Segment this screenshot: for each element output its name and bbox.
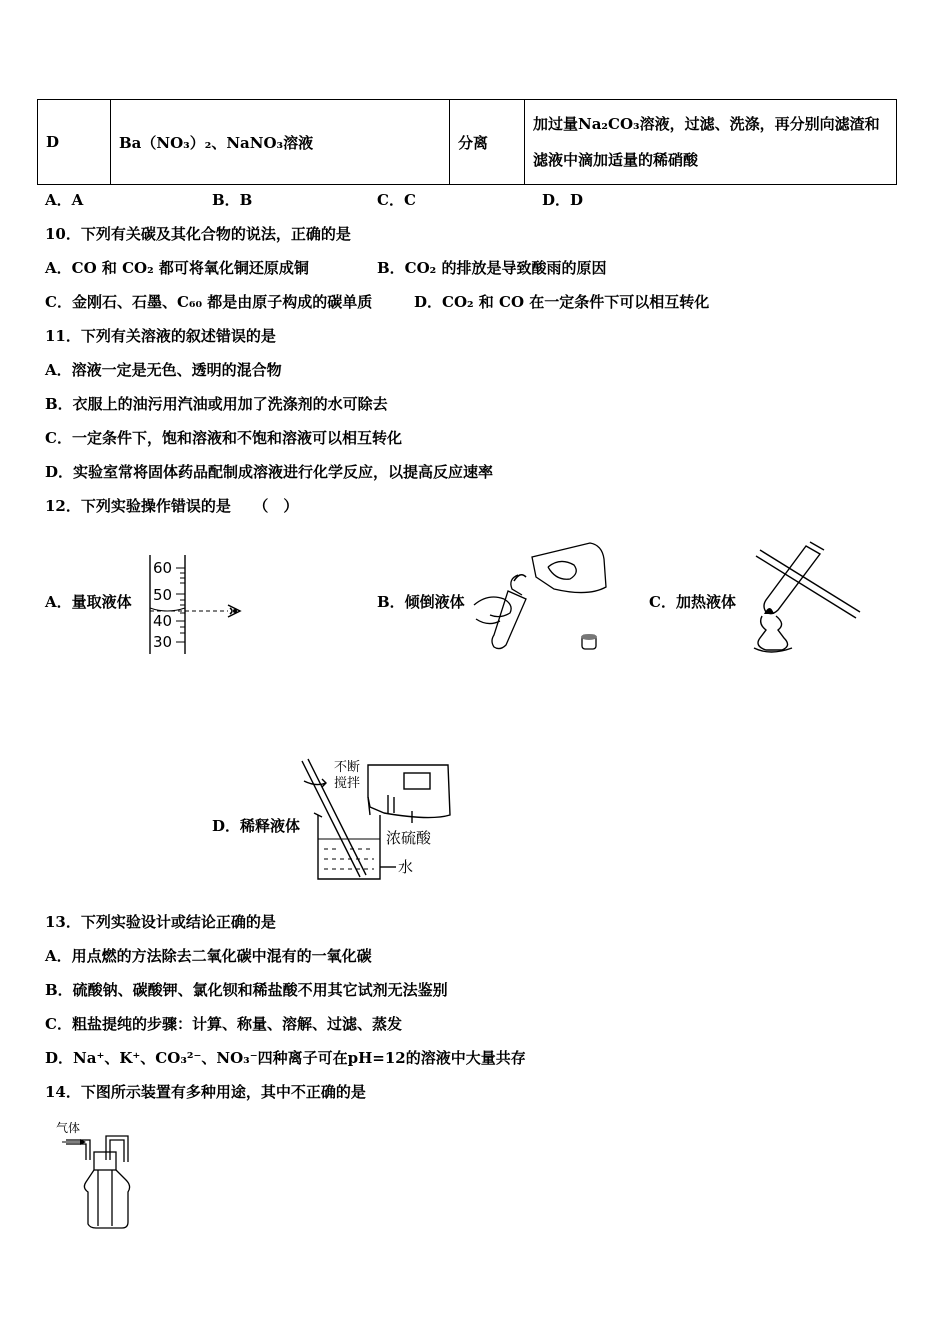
- cylinder-figure: [140, 550, 250, 660]
- q10-option-c: C．金刚石、石墨、C₆₀ 都是由原子构成的碳单质: [45, 293, 373, 311]
- q9-option-a: A．A: [45, 191, 84, 209]
- q10-option-a: A．CO 和 CO₂ 都可将氧化铜还原成铜: [45, 259, 309, 277]
- q11-option-b: B．衣服上的油污用汽油或用加了洗涤剂的水可除去: [45, 395, 388, 413]
- q13-option-a: A．用点燃的方法除去二氧化碳中混有的一氧化碳: [45, 947, 372, 965]
- q12-option-a: A．量取液体: [45, 593, 132, 611]
- label-gas: 气体: [56, 1121, 81, 1135]
- pouring-figure: [470, 535, 620, 660]
- q12-option-c: C．加热液体: [649, 593, 736, 611]
- label-water: 水: [398, 858, 414, 876]
- cyl-tick-30: 30: [153, 633, 173, 651]
- table-cell-purpose: 分离: [450, 100, 525, 185]
- q10-stem: 10．下列有关碳及其化合物的说法，正确的是: [45, 225, 351, 243]
- q9-option-c: C．C: [377, 191, 416, 209]
- q9-option-d: D．D: [542, 191, 584, 209]
- q11-stem: 11．下列有关溶液的叙述错误的是: [45, 327, 276, 345]
- table-cell-substance: Ba（NO₃）₂、NaNO₃溶液: [111, 100, 450, 185]
- label-stir-line2: 搅拌: [334, 776, 361, 791]
- q13-stem: 13．下列实验设计或结论正确的是: [45, 913, 276, 931]
- q10-option-d: D．CO₂ 和 CO 在一定条件下可以相互转化: [414, 293, 710, 311]
- cyl-tick-60: 60: [153, 559, 173, 577]
- q13-option-c: C．粗盐提纯的步骤：计算、称量、溶解、过滤、蒸发: [45, 1015, 402, 1033]
- q11-option-c: C．一定条件下，饱和溶液和不饱和溶液可以相互转化: [45, 429, 402, 447]
- dilution-figure: [300, 755, 460, 885]
- q13-option-b: B．硫酸钠、碳酸钾、氯化钡和稀盐酸不用其它试剂无法鉴别: [45, 981, 448, 999]
- gas-bottle-figure: [50, 1116, 140, 1232]
- q14-stem: 14．下图所示装置有多种用途，其中不正确的是: [45, 1083, 366, 1101]
- q12-option-b: B．倾倒液体: [377, 593, 465, 611]
- table-cell-option: D: [38, 100, 111, 185]
- label-stir-line1: 不断: [334, 760, 361, 775]
- q11-option-a: A．溶液一定是无色、透明的混合物: [45, 361, 282, 379]
- q10-option-b: B．CO₂ 的排放是导致酸雨的原因: [377, 259, 607, 277]
- table-cell-method: 加过量Na₂CO₃溶液，过滤、洗涤，再分别向滤渣和滤液中滴加适量的稀硝酸: [525, 100, 897, 185]
- q11-option-d: D．实验室常将固体药品配制成溶液进行化学反应，以提高反应速率: [45, 463, 494, 481]
- cyl-tick-50: 50: [153, 586, 173, 604]
- q13-option-d: D．Na⁺、K⁺、CO₃²⁻、NO₃⁻四种离子可在pH=12的溶液中大量共存: [45, 1049, 526, 1067]
- label-acid: 浓硫酸: [386, 829, 432, 847]
- heating-figure: [748, 540, 868, 660]
- q9-option-b: B．B: [212, 191, 253, 209]
- cyl-tick-40: 40: [153, 612, 173, 630]
- q12-option-d: D．稀释液体: [212, 817, 301, 835]
- table-row: [37, 99, 897, 185]
- q12-stem: 12．下列实验操作错误的是 （ ）: [45, 497, 299, 515]
